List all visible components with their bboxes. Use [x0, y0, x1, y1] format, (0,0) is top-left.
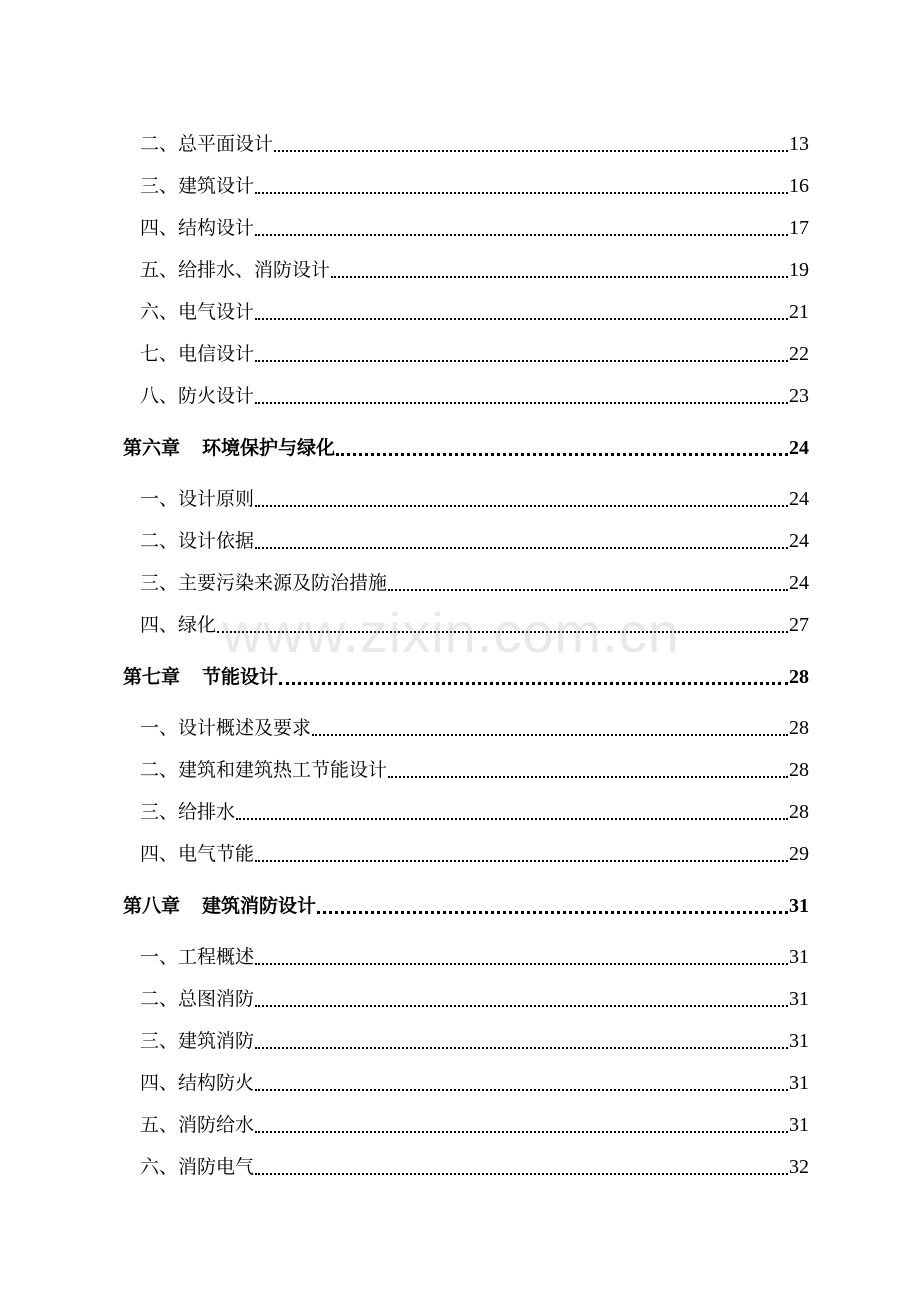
- toc-entry-title: 二、总图消防: [140, 988, 255, 1010]
- toc-leader-dots: [255, 1113, 788, 1137]
- toc-entry-title: 四、绿化: [140, 614, 217, 636]
- toc-leader-dots: [255, 945, 788, 969]
- toc-entry-title: 二、设计依据: [140, 530, 255, 552]
- toc-page-number: 27: [789, 614, 809, 636]
- toc-leader-dots: [255, 300, 788, 324]
- toc-leader-dots: [274, 132, 788, 156]
- toc-entry[interactable]: [140, 210, 809, 240]
- toc-page-number: 16: [789, 175, 809, 197]
- toc-page-number: 31: [789, 895, 809, 917]
- toc-chapter-entry[interactable]: [123, 888, 809, 918]
- chapter-name: 建筑消防设计: [202, 895, 317, 917]
- toc-leader-dots: [255, 1029, 788, 1053]
- toc-entry[interactable]: [140, 481, 809, 511]
- toc-leader-dots: [255, 342, 788, 366]
- toc-leader-dots: [217, 613, 788, 637]
- toc-entry[interactable]: [140, 1065, 809, 1095]
- toc-entry-title: 四、结构防火: [140, 1072, 255, 1094]
- toc-chapter-title: [123, 894, 317, 918]
- toc-page-number: 24: [789, 437, 809, 459]
- toc-leader-dots: [388, 571, 788, 595]
- toc-chapter-title: [123, 665, 279, 689]
- chapter-number: 第七章: [123, 666, 181, 688]
- toc-page-number: 23: [789, 385, 809, 407]
- toc-page-number: 31: [789, 1072, 809, 1094]
- toc-entry-title: 五、给排水、消防设计: [140, 259, 331, 281]
- toc-entry[interactable]: [140, 1149, 809, 1179]
- toc-entry-title: 七、电信设计: [140, 343, 255, 365]
- toc-entry[interactable]: [140, 1023, 809, 1053]
- toc-page-number: 24: [789, 530, 809, 552]
- toc-page-number: 28: [789, 666, 809, 688]
- toc-entry[interactable]: [140, 523, 809, 553]
- toc-entry[interactable]: [140, 565, 809, 595]
- toc-page-number: 28: [789, 801, 809, 823]
- toc-page-number: 31: [789, 988, 809, 1010]
- toc-leader-dots: [331, 258, 788, 282]
- toc-entry-title: 一、设计原则: [140, 488, 255, 510]
- chapter-name: 节能设计: [202, 666, 279, 688]
- toc-entry-title: 六、电气设计: [140, 301, 255, 323]
- toc-leader-dots: [279, 665, 788, 689]
- toc-page-number: 21: [789, 301, 809, 323]
- toc-leader-dots: [312, 716, 788, 740]
- toc-entry-title: 三、给排水: [140, 801, 236, 823]
- toc-leader-dots: [336, 436, 788, 460]
- toc-leader-dots: [255, 529, 788, 553]
- chapter-number: 第八章: [123, 895, 181, 917]
- toc-leader-dots: [255, 1155, 788, 1179]
- toc-entry-title: 四、结构设计: [140, 217, 255, 239]
- toc-entry-title: 五、消防给水: [140, 1114, 255, 1136]
- toc-entry[interactable]: [140, 607, 809, 637]
- toc-leader-dots: [255, 987, 788, 1011]
- toc-page-number: 24: [789, 572, 809, 594]
- toc-entry[interactable]: [140, 710, 809, 740]
- toc-entry-title: 四、电气节能: [140, 843, 255, 865]
- toc-entry[interactable]: [140, 336, 809, 366]
- toc-page-number: 31: [789, 946, 809, 968]
- chapter-name: 环境保护与绿化: [202, 437, 336, 459]
- watermark-text: www.zixin.com.cn: [222, 601, 680, 664]
- toc-entry[interactable]: [140, 752, 809, 782]
- toc-leader-dots: [388, 758, 788, 782]
- toc-entry[interactable]: [140, 981, 809, 1011]
- toc-chapter-entry[interactable]: [123, 659, 809, 689]
- toc-leader-dots: [255, 1071, 788, 1095]
- toc-entry[interactable]: [140, 294, 809, 324]
- toc-entry-title: 二、总平面设计: [140, 133, 274, 155]
- toc-leader-dots: [255, 842, 788, 866]
- toc-page-number: 28: [789, 717, 809, 739]
- toc-entry[interactable]: [140, 168, 809, 198]
- toc-page-number: 19: [789, 259, 809, 281]
- toc-leader-dots: [255, 487, 788, 511]
- toc-page-number: 17: [789, 217, 809, 239]
- toc-page-number: 29: [789, 843, 809, 865]
- toc-entry[interactable]: [140, 1107, 809, 1137]
- toc-chapter-entry[interactable]: [123, 430, 809, 460]
- toc-chapter-title: [123, 436, 336, 460]
- toc-page-number: 32: [789, 1156, 809, 1178]
- toc-entry[interactable]: [140, 939, 809, 969]
- toc-leader-dots: [255, 384, 788, 408]
- toc-entry[interactable]: [140, 252, 809, 282]
- toc-page-number: 13: [789, 133, 809, 155]
- toc-leader-dots: [255, 216, 788, 240]
- toc-entry[interactable]: [140, 126, 809, 156]
- toc-entry-title: 一、设计概述及要求: [140, 717, 312, 739]
- toc-entry[interactable]: [140, 836, 809, 866]
- toc-entry-title: 二、建筑和建筑热工节能设计: [140, 759, 388, 781]
- chapter-number: 第六章: [123, 437, 181, 459]
- toc-entry-title: 三、建筑消防: [140, 1030, 255, 1052]
- toc-page-number: 28: [789, 759, 809, 781]
- toc-entry-title: 八、防火设计: [140, 385, 255, 407]
- toc-entry-title: 六、消防电气: [140, 1156, 255, 1178]
- toc-leader-dots: [236, 800, 788, 824]
- toc-leader-dots: [317, 894, 788, 918]
- toc-page-number: 22: [789, 343, 809, 365]
- toc-page-number: 24: [789, 488, 809, 510]
- toc-page-number: 31: [789, 1114, 809, 1136]
- toc-entry-title: 三、建筑设计: [140, 175, 255, 197]
- toc-entry-title: 三、主要污染来源及防治措施: [140, 572, 388, 594]
- toc-leader-dots: [255, 174, 788, 198]
- toc-entry-title: 一、工程概述: [140, 946, 255, 968]
- toc-entry[interactable]: [140, 378, 809, 408]
- toc-page-number: 31: [789, 1030, 809, 1052]
- toc-entry[interactable]: [140, 794, 809, 824]
